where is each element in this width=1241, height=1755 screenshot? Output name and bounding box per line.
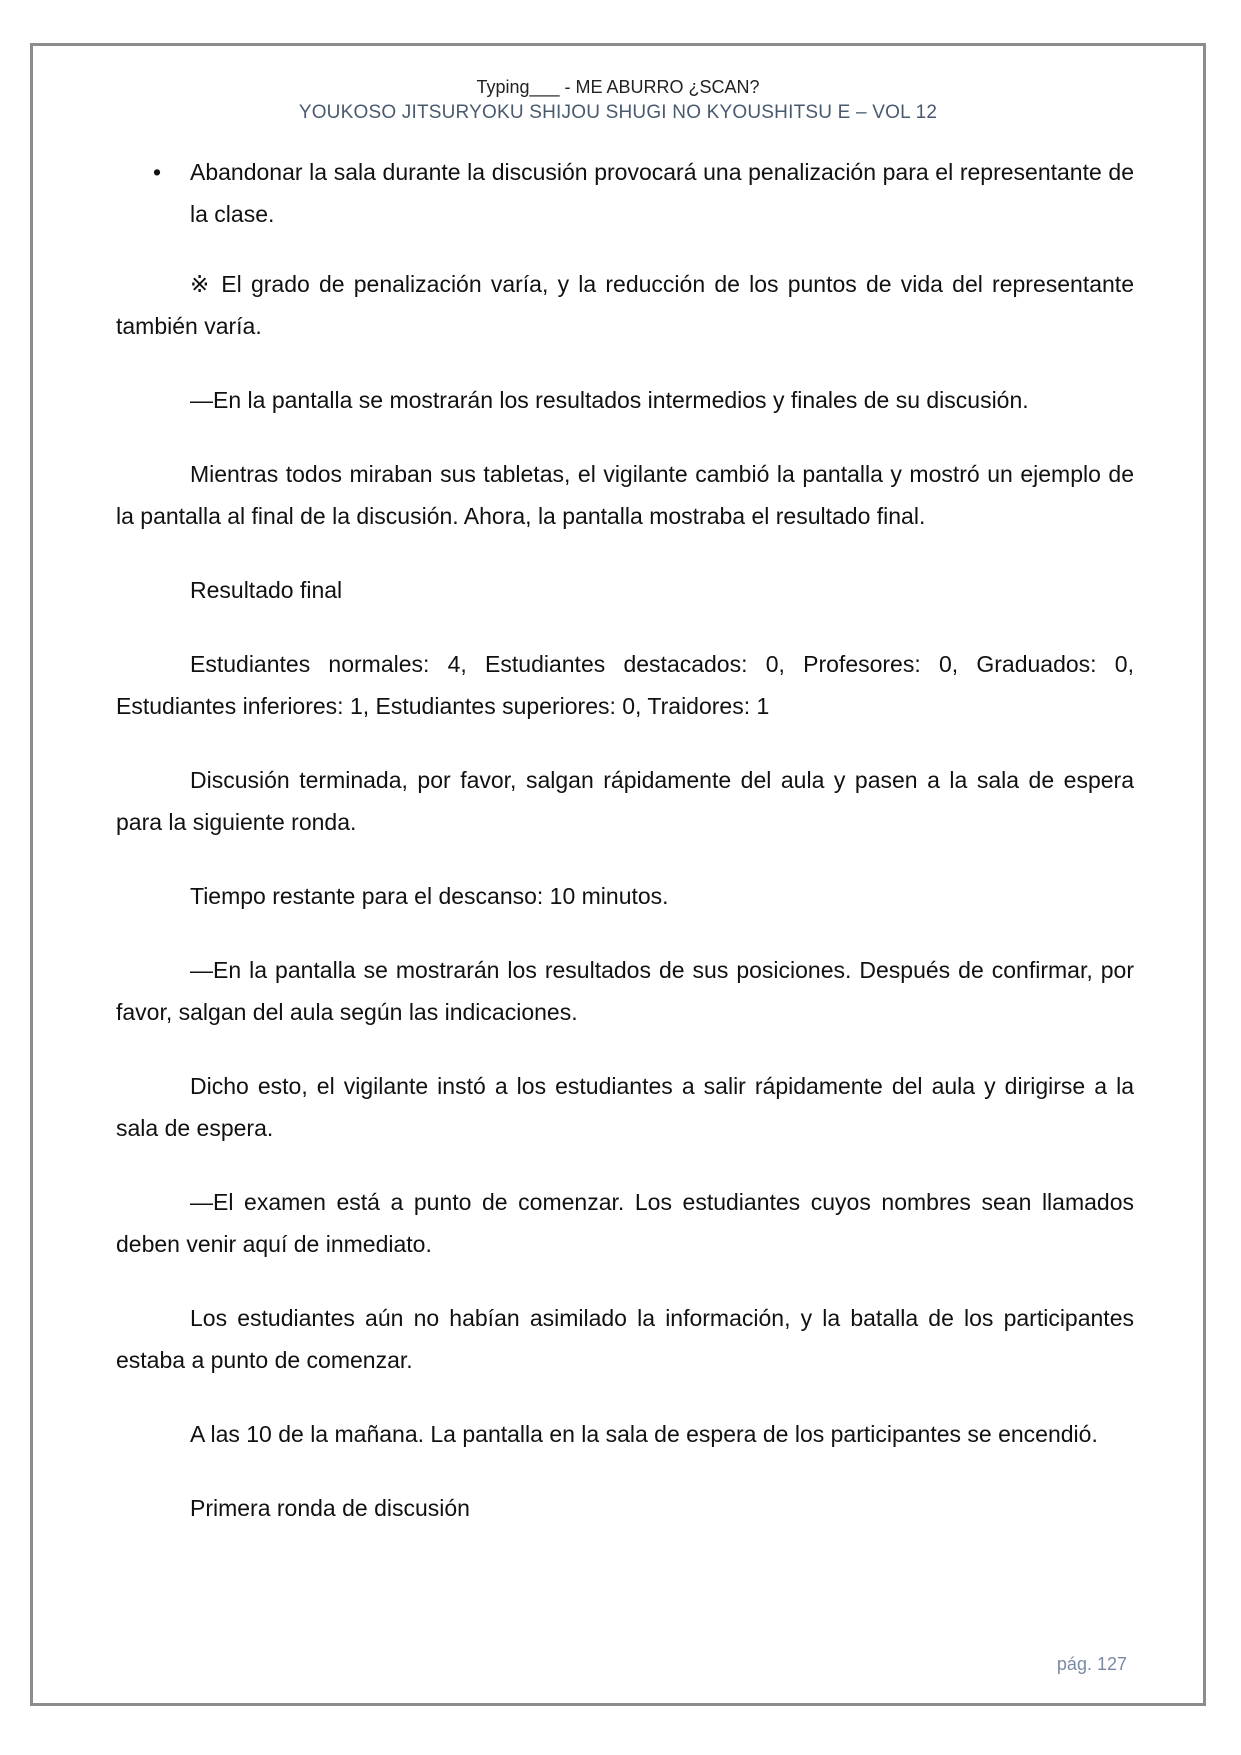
- paragraph: Estudiantes normales: 4, Estudiantes destacados: 0, Profesores: 0, Graduados: 0, Estudiantes inferiores: 1, Estudiantes superiores: 0, Traidores: 1: [116, 651, 1134, 719]
- paragraph: Primera ronda de discusión: [190, 1495, 470, 1521]
- paragraph: Discusión terminada, por favor, salgan rápidamente del aula y pasen a la sala de espera para la siguiente ronda.: [116, 767, 1134, 835]
- paragraph: Mientras todos miraban sus tabletas, el vigilante cambió la pantalla y mostró un ejemplo de la pantalla al final de la discusión. Ahora, la pantalla mostraba el resultado final.: [116, 461, 1134, 529]
- paragraph: Resultado final: [190, 577, 343, 603]
- paragraph: —En la pantalla se mostrarán los resultados de sus posiciones. Después de confirmar, por favor, salgan del aula según las indicaciones.: [116, 957, 1134, 1025]
- bullet-item: [116, 151, 1134, 235]
- paragraph: ※ El grado de penalización varía, y la reducción de los puntos de vida del representante también varía.: [116, 271, 1134, 339]
- paragraph: —En la pantalla se mostrarán los resultados intermedios y finales de su discusión.: [190, 387, 1029, 413]
- document-body: [116, 151, 1134, 1561]
- page-header: [33, 74, 1203, 126]
- paragraph: A las 10 de la mañana. La pantalla en la sala de espera de los participantes se encendió.: [190, 1421, 1098, 1447]
- bullet-text: Abandonar la sala durante la discusión provocará una penalización para el representante de la clase.: [190, 159, 1134, 227]
- paragraph: —El examen está a punto de comenzar. Los estudiantes cuyos nombres sean llamados deben venir aquí de inmediato.: [116, 1189, 1134, 1257]
- page-number: pág. 127: [1056, 1654, 1127, 1674]
- bullet-icon: •: [153, 159, 162, 185]
- header-title: YOUKOSO JITSURYOKU SHIJOU SHUGI NO KYOUSHITSU E – VOL 12: [298, 102, 938, 123]
- paragraph: Los estudiantes aún no habían asimilado la información, y la batalla de los participantes estaba a punto de comenzar.: [116, 1305, 1134, 1373]
- paragraph: Tiempo restante para el descanso: 10 minutos.: [190, 883, 669, 909]
- page-frame: [30, 43, 1206, 1706]
- header-credit: Typing___ - ME ABURRO ¿SCAN?: [476, 77, 760, 97]
- paragraph: Dicho esto, el vigilante instó a los estudiantes a salir rápidamente del aula y dirigirse a la sala de espera.: [116, 1073, 1134, 1141]
